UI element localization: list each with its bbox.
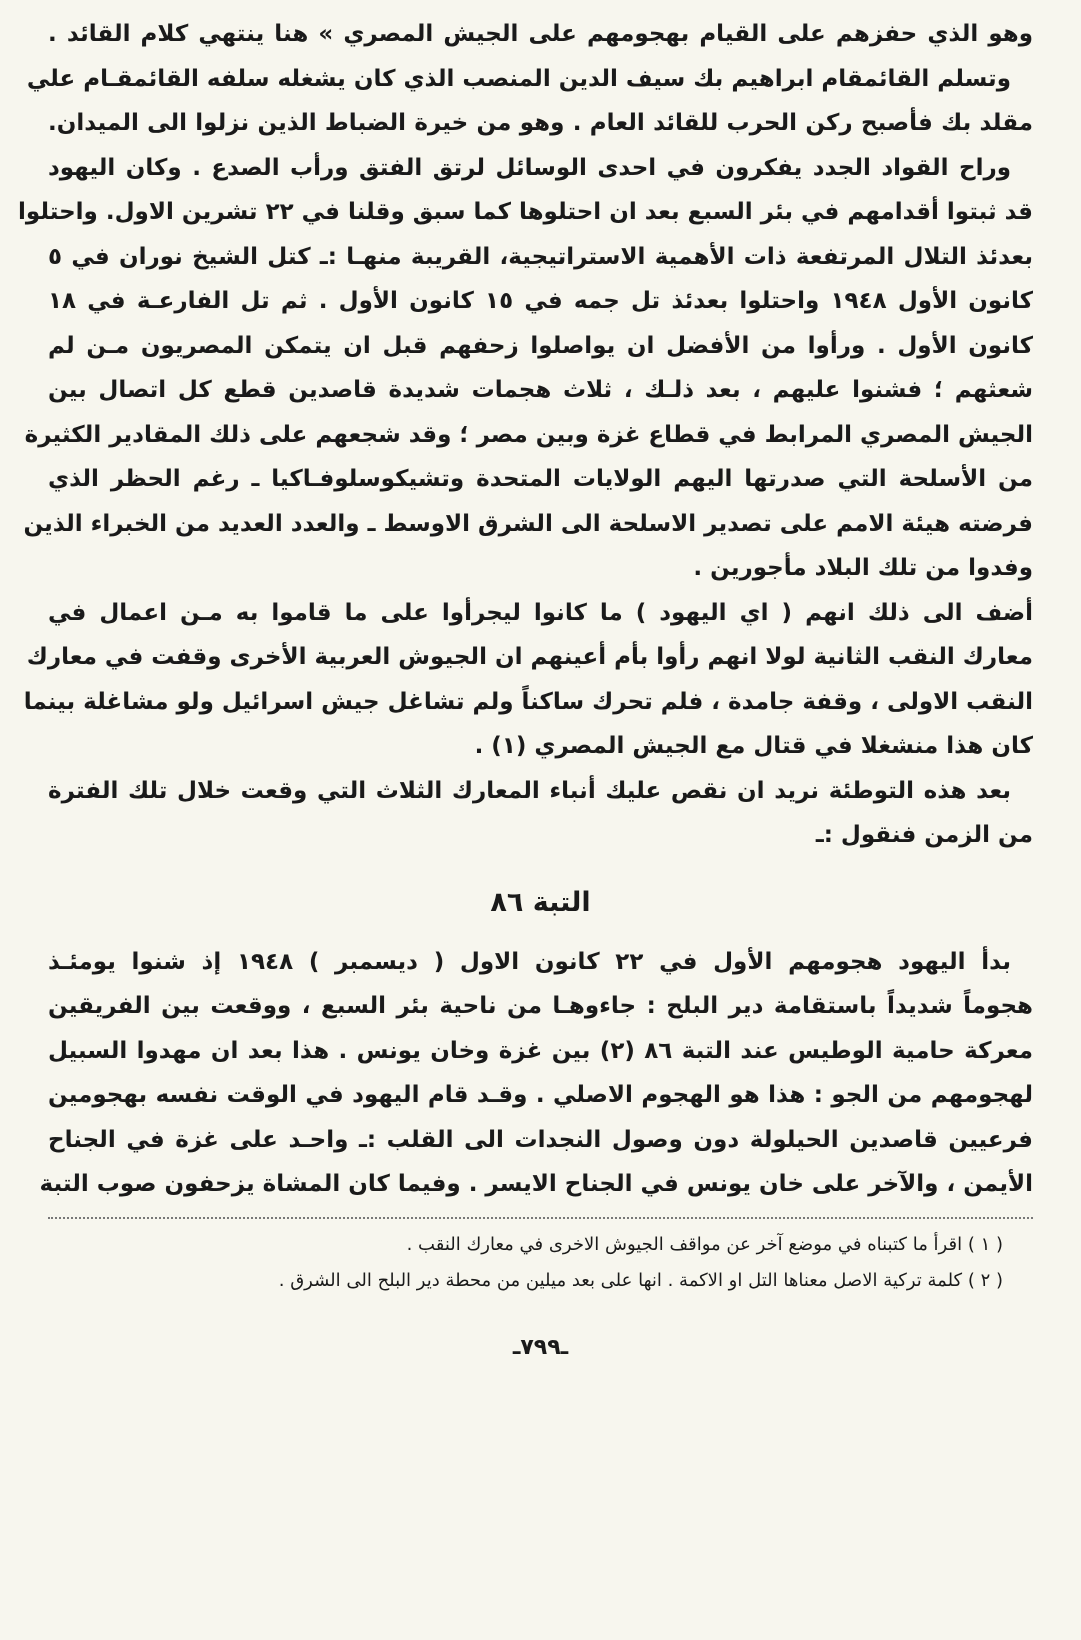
text-line: فرضته هيئة الامم على تصدير الاسلحة الى الشرق الاوسط ـ والعدد العديد من الخبراء الذين <box>23 510 1033 537</box>
text-line: هجوماً شديداً باستقامة دير البلح : جاءوهـا من ناحية بئر السبع ، ووقعت بين الفريقين <box>48 993 1033 1019</box>
text-line: معارك النقب الثانية لولا انهم رأوا بأم أعينهم ان الجيوش العربية الأخرى وقفت في معارك <box>26 644 1033 670</box>
text-line: وتسلم القائمقام ابراهيم بك سيف الدين المنصب الذي كان يشغله سلفه القائمقـام علي <box>26 65 1011 92</box>
body-text-bottom <box>39 940 1033 1207</box>
text-line: معركة حامية الوطيس عند التبة ٨٦ (٢) بين غزة وخان يونس . هذا بعد ان مهدوا السبيل <box>48 1037 1033 1064</box>
text-line: مقلد بك فأصبح ركن الحرب للقائد العام . وهو من خيرة الضباط الذين نزلوا الى الميدان. <box>48 110 1033 136</box>
text-line: فرعيين قاصدين الحيلولة دون وصول النجدات الى القلب :ـ واحـد على غزة في الجناح <box>48 1126 1033 1153</box>
footnotes <box>48 1227 1033 1299</box>
body-text-top <box>18 12 1033 858</box>
text-line: كان هذا منشغلا في قتال مع الجيش المصري (١) . <box>474 733 1033 759</box>
text-line: بعدئذ التلال المرتفعة ذات الأهمية الاستراتيجية، القريبة منهـا :ـ كتل الشيخ نوران في ٥ <box>48 243 1033 270</box>
footnote: ( ٢ ) كلمة تركية الاصل معناها التل او الاكمة . انها على بعد ميلين من محطة دير البلح الى الشرق . <box>278 1269 1003 1291</box>
text-line: النقب الاولى ، وقفة جامدة ، فلم تحرك ساكناً ولم تشاغل جيش اسرائيل ولو مشاغلة بينما <box>23 688 1033 715</box>
text-line: لهجومهم من الجو : هذا هو الهجوم الاصلي . وقـد قام اليهود في الوقت نفسه بهجومين <box>48 1082 1033 1108</box>
text-line: بدأ اليهود هجومهم الأول في ٢٢ كانون الاول ( ديسمبر ) ١٩٤٨ إذ شنوا يومئـذ <box>48 948 1011 975</box>
text-line: بعد هذه التوطئة نريد ان نقص عليك أنباء المعارك الثلاث التي وقعت خلال تلك الفترة <box>48 777 1011 804</box>
text-line: من الأسلحة التي صدرتها اليهم الولايات المتحدة وتشيكوسلوفـاكيا ـ رغم الحظر الذي <box>48 466 1033 492</box>
text-line: أضف الى ذلك انهم ( اي اليهود ) ما كانوا ليجرأوا على ما قاموا به مـن اعمال في <box>48 599 1033 626</box>
text-line: كانون الأول ١٩٤٨ واحتلوا بعدئذ تل جمه في ١٥ كانون الأول . ثم تل الفارعـة في ١٨ <box>48 288 1033 314</box>
section-heading: التبة ٨٦ <box>490 886 591 918</box>
footnote-separator <box>48 1217 1033 1219</box>
book-page <box>18 12 1033 1360</box>
text-line: من الزمن فنقول :ـ <box>815 822 1033 848</box>
text-line: كانون الأول . ورأوا من الأفضل ان يواصلوا زحفهم قبل ان يتمكن المصريون مـن لم <box>48 332 1033 359</box>
text-line: وراح القواد الجدد يفكرون في احدى الوسائل لرتق الفتق ورأب الصدع . وكان اليهود <box>48 154 1011 181</box>
text-line: وهو الذي حفزهم على القيام بهجومهم على الجيش المصري » هنا ينتهي كلام القائد . <box>48 21 1033 47</box>
page-number: ـ٧٩٩ـ <box>512 1334 569 1360</box>
text-line: الأيمن ، والآخر على خان يونس في الجناح الايسر . وفيما كان المشاة يزحفون صوب التبة <box>39 1171 1033 1197</box>
text-line: الجيش المصري المرابط في قطاع غزة وبين مصر ؛ وقد شجعهم على ذلك المقادير الكثيرة <box>24 421 1033 448</box>
footnote: ( ١ ) اقرأ ما كتبناه في موضع آخر عن مواقف الجيوش الاخرى في معارك النقب . <box>406 1233 1003 1255</box>
text-line: قد ثبتوا أقدامهم في بئر السبع بعد ان احتلوها كما سبق وقلنا في ٢٢ تشرين الاول. واحتلوا <box>18 199 1033 225</box>
text-line: شعثهم ؛ فشنوا عليهم ، بعد ذلـك ، ثلاث هجمات شديدة قاصدين قطع كل اتصال بين <box>48 377 1033 403</box>
text-line: وفدوا من تلك البلاد مأجورين . <box>693 555 1033 581</box>
